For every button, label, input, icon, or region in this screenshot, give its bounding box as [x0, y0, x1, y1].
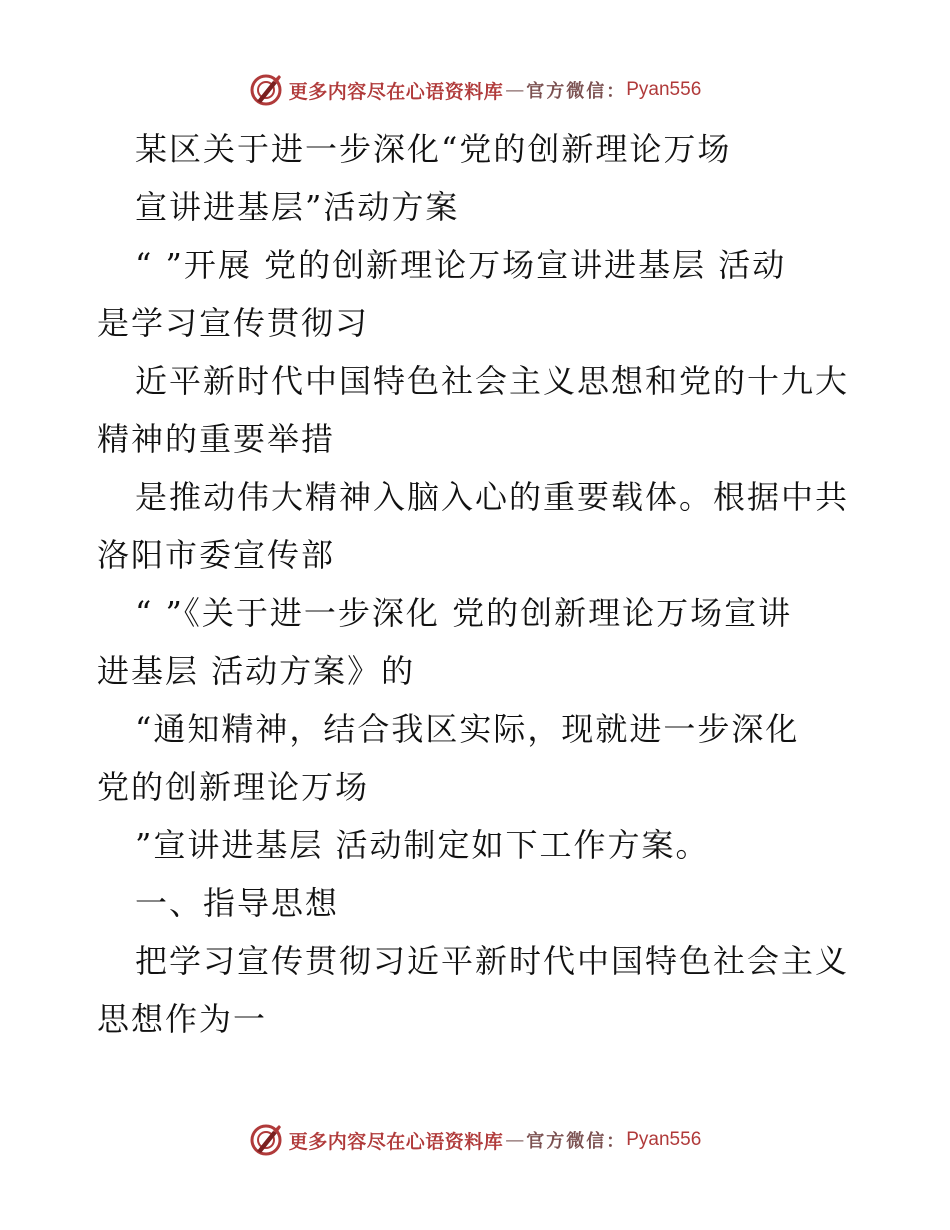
document-line: 宣讲进基层”活动方案 — [135, 188, 460, 226]
document-line: 洛阳市委宣传部 — [97, 536, 336, 574]
footer-banner — [0, 1120, 950, 1160]
banner-handle: Pyan556 — [626, 79, 702, 100]
document-line: 党的创新理论万场 — [97, 768, 370, 806]
header-banner — [0, 70, 950, 110]
document-line: “通知精神，结合我区实际，现就进一步深化 — [135, 710, 800, 748]
banner-text: 更多内容尽在心语资料库 — [288, 80, 504, 103]
document-line: 某区关于进一步深化“党的创新理论万场 — [135, 130, 732, 168]
document-line: ”宣讲进基层 活动制定如下工作方案。 — [135, 826, 710, 864]
banner-dash: — — [505, 79, 525, 101]
pen-circle-logo-icon — [249, 1123, 283, 1157]
document-body — [97, 120, 857, 1048]
document-line: 近平新时代中国特色社会主义思想和党的十九大 — [135, 362, 850, 400]
document-line: 一、指导思想 — [135, 884, 340, 922]
document-line: 把学习宣传贯彻习近平新时代中国特色社会主义 — [135, 942, 850, 980]
pen-circle-logo-icon — [249, 73, 283, 107]
banner-handle: Pyan556 — [626, 1129, 702, 1150]
document-line: 是推动伟大精神入脑入心的重要载体。根据中共 — [135, 478, 850, 516]
banner-label: 官方微信： — [526, 1131, 627, 1152]
document-line: “ ”开展 党的创新理论万场宣讲进基层 活动 — [135, 246, 787, 284]
document-line: 是学习宣传贯彻习 — [97, 304, 370, 342]
document-line: 进基层 活动方案》的 — [97, 652, 416, 690]
document-line: 精神的重要举措 — [97, 420, 336, 458]
banner-label: 官方微信： — [526, 81, 627, 102]
document-line: “ ”《关于进一步深化 党的创新理论万场宣讲 — [135, 594, 793, 632]
banner-dash: — — [505, 1129, 525, 1151]
document-line: 思想作为一 — [97, 1000, 268, 1038]
banner-text: 更多内容尽在心语资料库 — [288, 1130, 504, 1153]
